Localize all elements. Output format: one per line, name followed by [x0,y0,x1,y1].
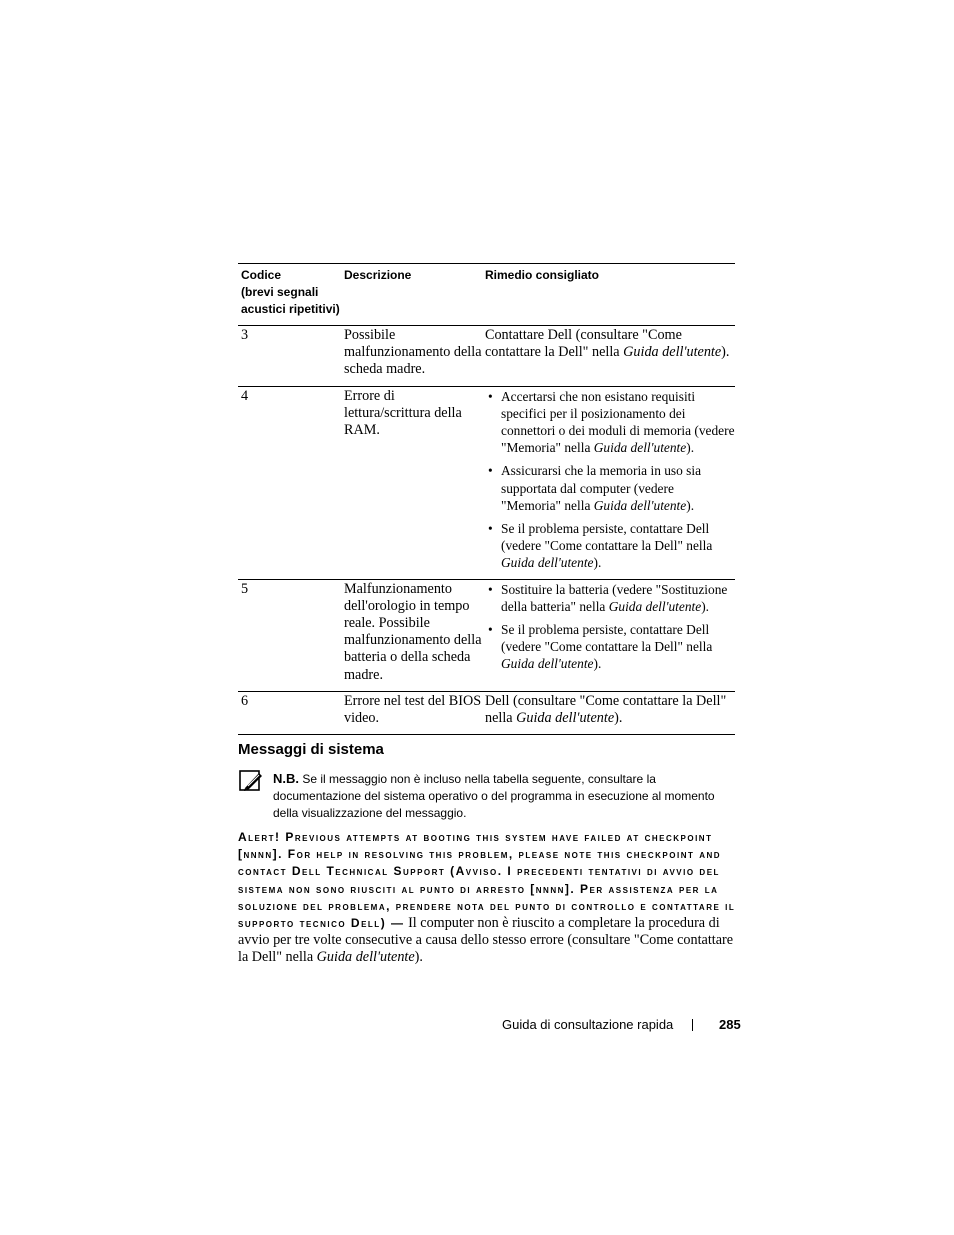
bullet-text-end: ). [686,497,695,513]
note-label: N.B. [273,771,299,786]
bullet-text: Se il problema persiste, contattare Dell (vedere "Come contattare la Dell" nella [501,622,713,655]
row-remedy [482,579,735,691]
bullet-text-end: ). [593,656,602,672]
remedy-list [485,581,735,673]
alert-body-end: ). [414,949,423,966]
remedy-text-end: ). [721,344,730,361]
table-row [238,691,735,734]
table-header-row [238,264,735,326]
row-remedy [482,691,735,734]
list-item [485,621,735,673]
remedy-guide-ref: Guida dell'utente [623,344,722,361]
list-item [485,462,735,514]
header-description: Descrizione [344,268,412,282]
bullet-text: Assicurarsi che la memoria in uso sia supportata dal computer (vedere "Memoria" nella [501,463,702,513]
header-code [238,264,341,326]
alert-message [238,829,738,967]
section-title: Messaggi di sistema [238,741,384,758]
bullet-guide-ref: Guida dell'utente [501,555,594,571]
remedy-text: Contattare Dell (consultare "Come contattare la Dell" nella [485,327,682,361]
table-row [238,326,735,387]
row-code: 5 [241,580,249,597]
error-code-table [238,263,735,735]
row-description: Malfunzionamento dell'orologio in tempo reale. Possibile malfunzionamento della batteria o della scheda madre. [344,580,482,683]
bullet-guide-ref: Guida dell'utente [593,440,687,456]
remedy-text-end: ). [614,710,623,727]
list-item [485,388,735,457]
bullet-text: Accertarsi che non esistano requisiti specifici per il posizionamento dei connettori o dei moduli di memoria (vedere "Memoria" nella [501,388,735,456]
alert-body: Il computer non è riuscito a completare la procedura di avvio per tre volte consecutive a causa dello stesso errore (consultare "Come contattare la Dell" nella [238,915,734,966]
note-body: Se il messaggio non è incluso nella tabella seguente, consultare la documentazione del sistema operativo o del programma in esecuzione al momento della visualizzazione del messaggio. [273,772,715,820]
footer-title: Guida di consultazione rapida [502,1017,674,1032]
row-remedy [482,326,735,387]
row-description: Errore di lettura/scrittura della RAM. [344,387,462,439]
row-code: 3 [241,327,249,343]
page-number: 285 [719,1017,741,1032]
alert-guide-ref: Guida dell'utente [316,949,415,966]
row-description: Possibile malfunzionamento della scheda madre. [344,327,482,378]
bullet-guide-ref: Guida dell'utente [593,497,687,513]
row-remedy [482,386,735,579]
remedy-list [485,388,735,572]
bullet-text-end: ). [686,440,695,456]
row-code: 6 [241,692,249,709]
header-remedy: Rimedio consigliato [485,268,600,282]
header-code-line: (brevi segnali [241,285,319,299]
header-code-line: acustici ripetitivi) [241,302,340,316]
bullet-text: Sostituire la batteria (vedere "Sostituzione della batteria" nella [501,581,728,614]
bullet-text-end: ). [701,598,710,614]
row-description: Errore nel test del BIOS video. [344,692,482,727]
note-pencil-icon [239,770,263,792]
header-code-line: Codice [241,268,282,282]
row-code: 4 [241,387,249,404]
table-row [238,386,735,579]
bullet-text-end: ). [593,555,602,571]
bullet-guide-ref: Guida dell'utente [608,598,702,614]
list-item [485,520,735,572]
list-item [485,581,735,615]
remedy-text: Dell (consultare "Come contattare la Dell" nella [485,692,727,727]
footer-divider [692,1019,693,1031]
bullet-text: Se il problema persiste, contattare Dell (vedere "Come contattare la Dell" nella [501,521,713,554]
alert-heading: Alert! Previous attempts at booting this system have failed at checkpoint [nnnn]. For help in resolving this problem, please note this checkpoint and contact Dell Technical Support (Avviso. I precedenti tentativi di avvio del sistema non sono riusciti al punto di arresto [nnnn]. Per assistenza per la soluzione del problema, prendere nota del punto di controllo e contattare il supporto tecnico Dell) — [238,830,736,931]
remedy-guide-ref: Guida dell'utente [516,710,615,727]
note-text [273,770,743,822]
table-row [238,579,735,691]
bullet-guide-ref: Guida dell'utente [501,656,594,672]
